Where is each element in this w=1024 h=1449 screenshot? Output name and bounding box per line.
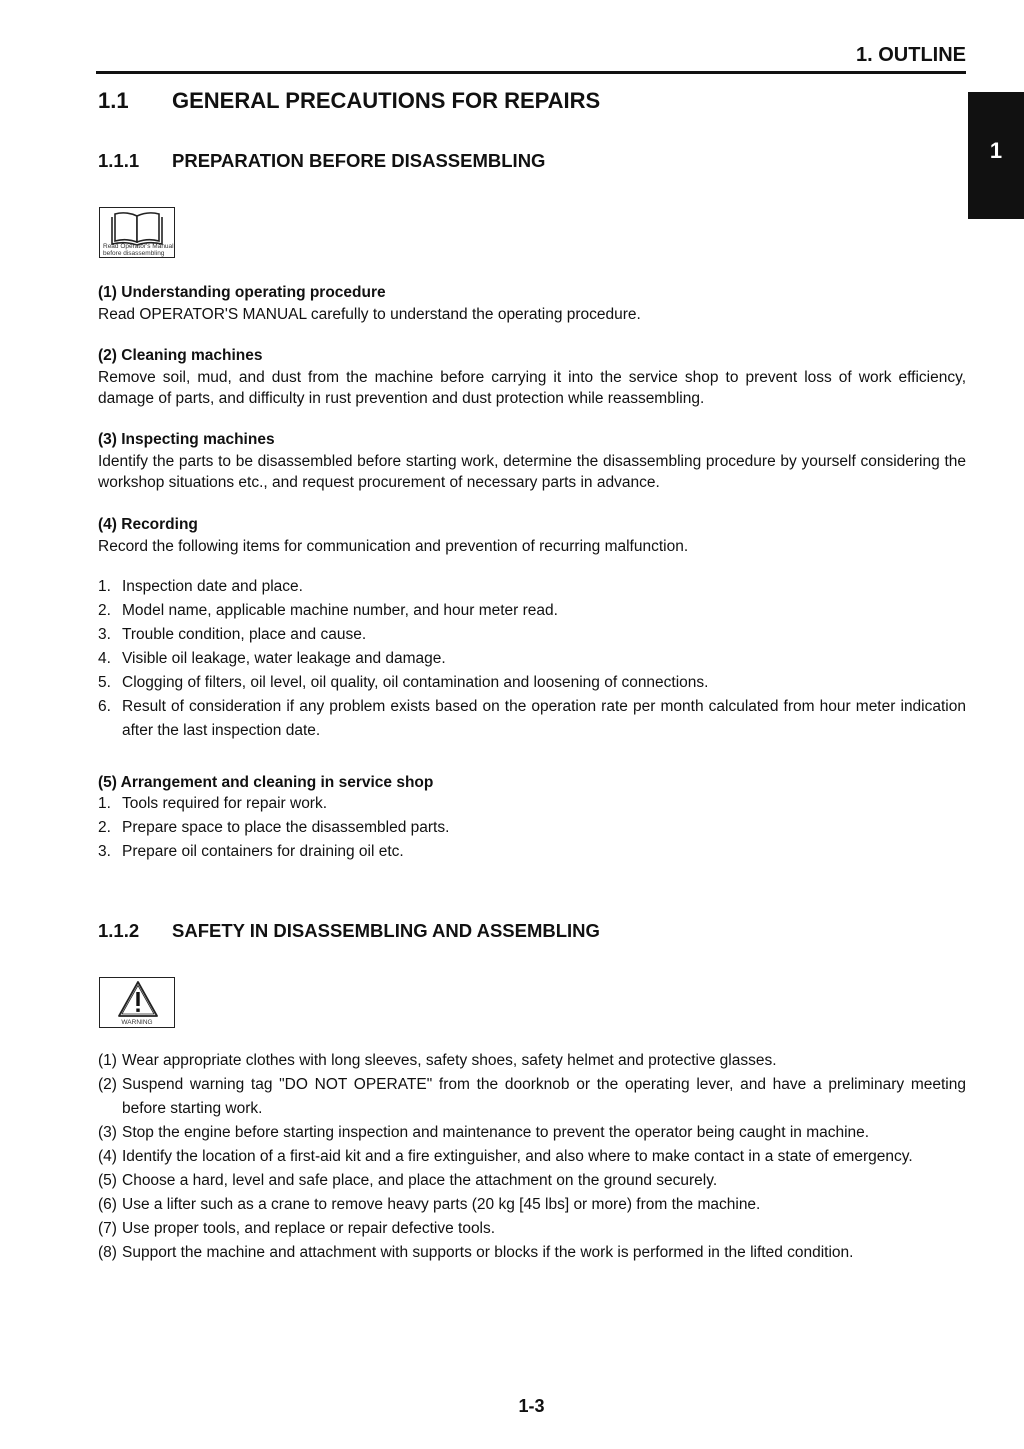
- list-item: 3. Trouble condition, place and cause.: [98, 626, 367, 643]
- subsection-number: 1.1.2: [98, 920, 140, 941]
- warning-icon-caption: WARNING: [121, 1019, 153, 1026]
- list-item: 2. Prepare space to place the disassembled parts.: [98, 819, 450, 836]
- manual-icon-caption-2: before disassembling: [103, 250, 165, 257]
- list-item: (4) Identify the location of a first-aid kit and a fire extinguisher, and also where to make contact in a state of emergency.: [98, 1148, 913, 1165]
- subsection-number: 1.1.1: [98, 150, 140, 171]
- item-body: Identify the parts to be disassembled before starting work, determine the disassembling procedure by yourself considering the workshop situations etc., and request procurement of necessary parts in advance.: [98, 453, 966, 491]
- item-body: Record the following items for communication and prevention of recurring malfunction.: [98, 538, 689, 555]
- header-divider: [96, 71, 966, 74]
- item-recording: [98, 514, 966, 557]
- item-body: Read OPERATOR'S MANUAL carefully to understand the operating procedure.: [98, 306, 641, 323]
- list-item: 2. Model name, applicable machine number, and hour meter read.: [98, 602, 558, 619]
- item-title: (3) Inspecting machines: [98, 431, 275, 448]
- list-item: (7) Use proper tools, and replace or repair defective tools.: [98, 1220, 496, 1237]
- item-understanding: [98, 282, 966, 325]
- subsection-title: PREPARATION BEFORE DISASSEMBLING: [172, 150, 546, 171]
- item-title: (1) Understanding operating procedure: [98, 284, 386, 301]
- arrangement-list: [98, 792, 966, 864]
- item-title: (5) Arrangement and cleaning in service shop: [98, 774, 434, 791]
- record-list: [98, 575, 966, 743]
- item-arrangement: [98, 772, 966, 794]
- item-title: (2) Cleaning machines: [98, 347, 263, 364]
- list-item: 1. Tools required for repair work.: [98, 795, 328, 812]
- chapter-title: 1. OUTLINE: [855, 44, 966, 66]
- section-heading: [98, 88, 600, 114]
- list-item: (8) Support the machine and attachment with supports or blocks if the work is performed in the lifted condition.: [98, 1244, 854, 1261]
- page-number: 1-3: [518, 1396, 545, 1416]
- subsection-title: SAFETY IN DISASSEMBLING AND ASSEMBLING: [172, 920, 600, 941]
- list-item: (6) Use a lifter such as a crane to remove heavy parts (20 kg [45 lbs] or more) from the machine.: [98, 1196, 761, 1213]
- item-title: (4) Recording: [98, 516, 198, 533]
- subsection-heading-1: [98, 150, 545, 172]
- manual-book-icon: [99, 207, 175, 258]
- list-item: 5. Clogging of filters, oil level, oil quality, oil contamination and loosening of connections.: [98, 674, 709, 691]
- item-body: Remove soil, mud, and dust from the machine before carrying it into the service shop to prevent loss of work efficiency, damage of parts, and difficulty in rust prevention and dust protection while reassembling.: [98, 369, 966, 407]
- list-item: (3) Stop the engine before starting inspection and maintenance to prevent the operator being caught in machine.: [98, 1124, 870, 1141]
- item-inspecting: [98, 429, 966, 493]
- list-item: (5) Choose a hard, level and safe place, and place the attachment on the ground securely.: [98, 1172, 718, 1189]
- section-number: 1.1: [98, 88, 129, 113]
- list-item: (2) Suspend warning tag "DO NOT OPERATE" from the doorknob or the operating lever, and have a preliminary meeting before starting work.: [98, 1076, 966, 1117]
- list-item: (1) Wear appropriate clothes with long sleeves, safety shoes, safety helmet and protective glasses.: [98, 1052, 777, 1069]
- manual-icon-caption-1: Read Operator's Manual: [103, 243, 174, 250]
- list-item: 1. Inspection date and place.: [98, 578, 303, 595]
- warning-triangle-icon: [99, 977, 175, 1028]
- safety-list: [98, 1049, 966, 1265]
- list-item: 6. Result of consideration if any problem exists based on the operation rate per month calculated from hour meter indication after the last inspection date.: [98, 698, 966, 739]
- subsection-heading-2: [98, 920, 600, 942]
- list-item: 4. Visible oil leakage, water leakage and damage.: [98, 650, 446, 667]
- section-title: GENERAL PRECAUTIONS FOR REPAIRS: [172, 88, 601, 113]
- chapter-tab: 1: [968, 92, 1024, 219]
- list-item: 3. Prepare oil containers for draining oil etc.: [98, 843, 404, 860]
- item-cleaning: [98, 345, 966, 409]
